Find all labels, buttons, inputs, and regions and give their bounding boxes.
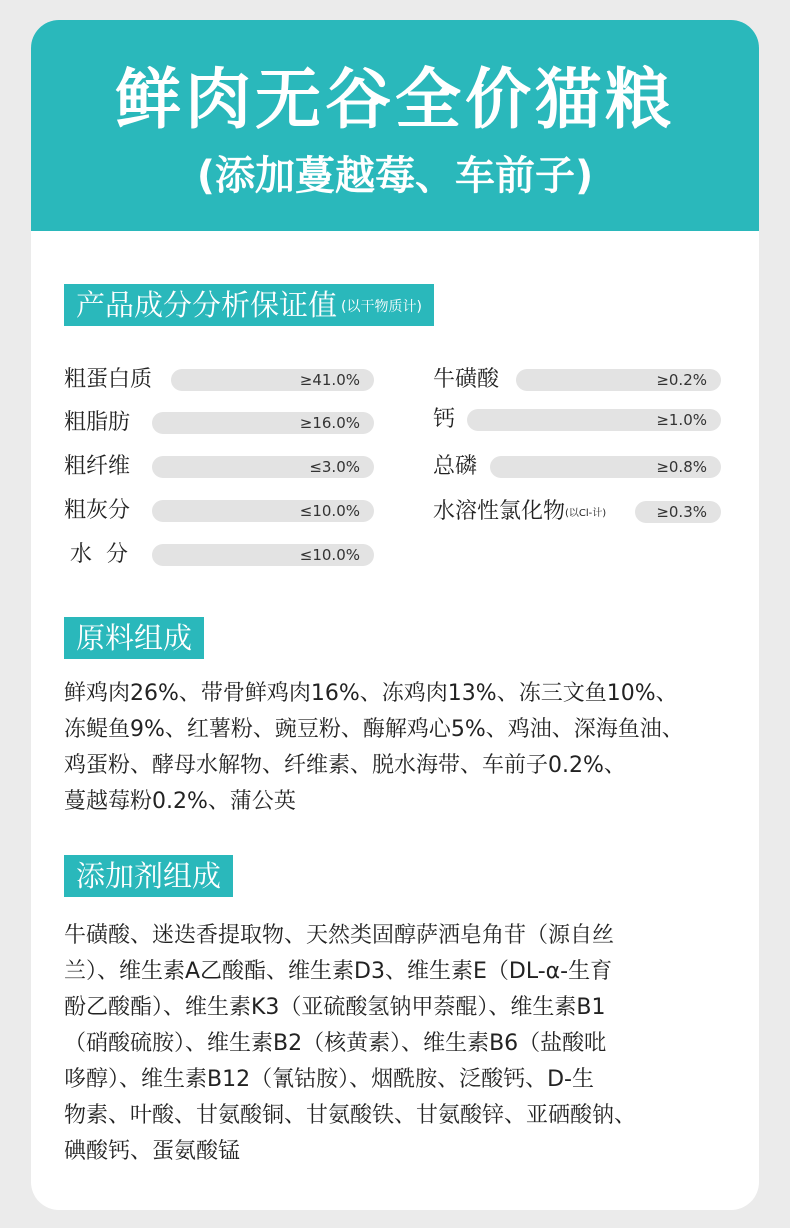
- additives-line: （硝酸硫胺）、维生素B2（核黄素）、维生素B6（盐酸吡: [64, 1031, 607, 1056]
- analysis-value: ≤3.0%: [309, 458, 360, 476]
- analysis-label: 粗脂肪: [64, 410, 131, 435]
- ingredients-line: 鸡蛋粉、酵母水解物、纤维素、脱水海带、车前子0.2%、: [64, 753, 626, 778]
- analysis-label-note: (以Cl-计): [565, 508, 607, 519]
- analysis-row-phosphorus: [433, 456, 721, 480]
- analysis-bar: [635, 501, 721, 523]
- analysis-row-taurine: [433, 369, 721, 393]
- analysis-value: ≥0.2%: [656, 371, 707, 389]
- analysis-bar: [152, 500, 374, 522]
- analysis-value: ≤10.0%: [299, 502, 360, 520]
- page-subtitle: (添加蔓越莓、车前子): [196, 153, 594, 199]
- analysis-bar: [171, 369, 374, 391]
- analysis-bar: [152, 456, 374, 478]
- analysis-value: ≥16.0%: [299, 414, 360, 432]
- analysis-label: 钙: [433, 407, 456, 432]
- analysis-row-chloride: [433, 501, 721, 525]
- page-title: 鲜肉无谷全价猫粮: [115, 61, 675, 138]
- analysis-bar: [516, 369, 721, 391]
- analysis-row-calcium: [433, 409, 721, 433]
- analysis-bar: [467, 409, 721, 431]
- analysis-label: [433, 497, 606, 529]
- additives-heading: 添加剂组成: [64, 855, 233, 897]
- additives-line: 哆醇）、维生素B12（氰钴胺）、烟酰胺、泛酸钙、D-生: [64, 1067, 594, 1092]
- analysis-heading-note: (以干物质计): [341, 299, 422, 315]
- analysis-label: 总磷: [433, 454, 478, 479]
- header-banner: [31, 20, 759, 231]
- analysis-row-moisture: [64, 544, 374, 568]
- analysis-label: 粗纤维: [64, 454, 131, 479]
- additives-line: 牛磺酸、迷迭香提取物、天然类固醇萨洒皂角苷（源自丝: [64, 923, 615, 948]
- analysis-label: 水 分: [70, 542, 128, 567]
- ingredients-text: [64, 676, 754, 820]
- analysis-bar: [152, 412, 374, 434]
- analysis-bar: [152, 544, 374, 566]
- additives-line: 兰）、维生素A乙酸酯、维生素D3、维生素E（DL-α-生育: [64, 959, 613, 984]
- additives-line: 碘酸钙、蛋氨酸锰: [64, 1139, 241, 1164]
- analysis-bar: [490, 456, 721, 478]
- analysis-heading-text: 产品成分分析保证值: [76, 288, 338, 322]
- analysis-heading: [64, 284, 434, 326]
- analysis-row-fat: [64, 412, 374, 436]
- additives-line: 物素、叶酸、甘氨酸铜、甘氨酸铁、甘氨酸锌、亚硒酸钠、: [64, 1103, 637, 1128]
- analysis-value: ≤10.0%: [299, 546, 360, 564]
- analysis-label: 粗蛋白质: [64, 367, 153, 392]
- ingredients-heading: 原料组成: [64, 617, 204, 659]
- analysis-label: 粗灰分: [64, 498, 131, 523]
- ingredients-line: 冻鳀鱼9%、红薯粉、豌豆粉、酶解鸡心5%、鸡油、深海鱼油、: [64, 717, 684, 742]
- additives-text: [64, 918, 754, 1170]
- analysis-row-protein: [64, 369, 374, 393]
- analysis-label: 牛磺酸: [433, 367, 500, 392]
- analysis-value: ≥41.0%: [299, 371, 360, 389]
- analysis-value: ≥1.0%: [656, 411, 707, 429]
- analysis-row-fiber: [64, 456, 374, 480]
- analysis-row-ash: [64, 500, 374, 524]
- analysis-value: ≥0.3%: [656, 503, 707, 521]
- analysis-label-text: 水溶性氯化物: [433, 499, 566, 524]
- analysis-value: ≥0.8%: [656, 458, 707, 476]
- product-card: [31, 20, 759, 1210]
- ingredients-line: 鲜鸡肉26%、带骨鲜鸡肉16%、冻鸡肉13%、冻三文鱼10%、: [64, 681, 678, 706]
- ingredients-line: 蔓越莓粉0.2%、蒲公英: [64, 789, 296, 814]
- additives-line: 酚乙酸酯）、维生素K3（亚硫酸氢钠甲萘醌）、维生素B1: [64, 995, 606, 1020]
